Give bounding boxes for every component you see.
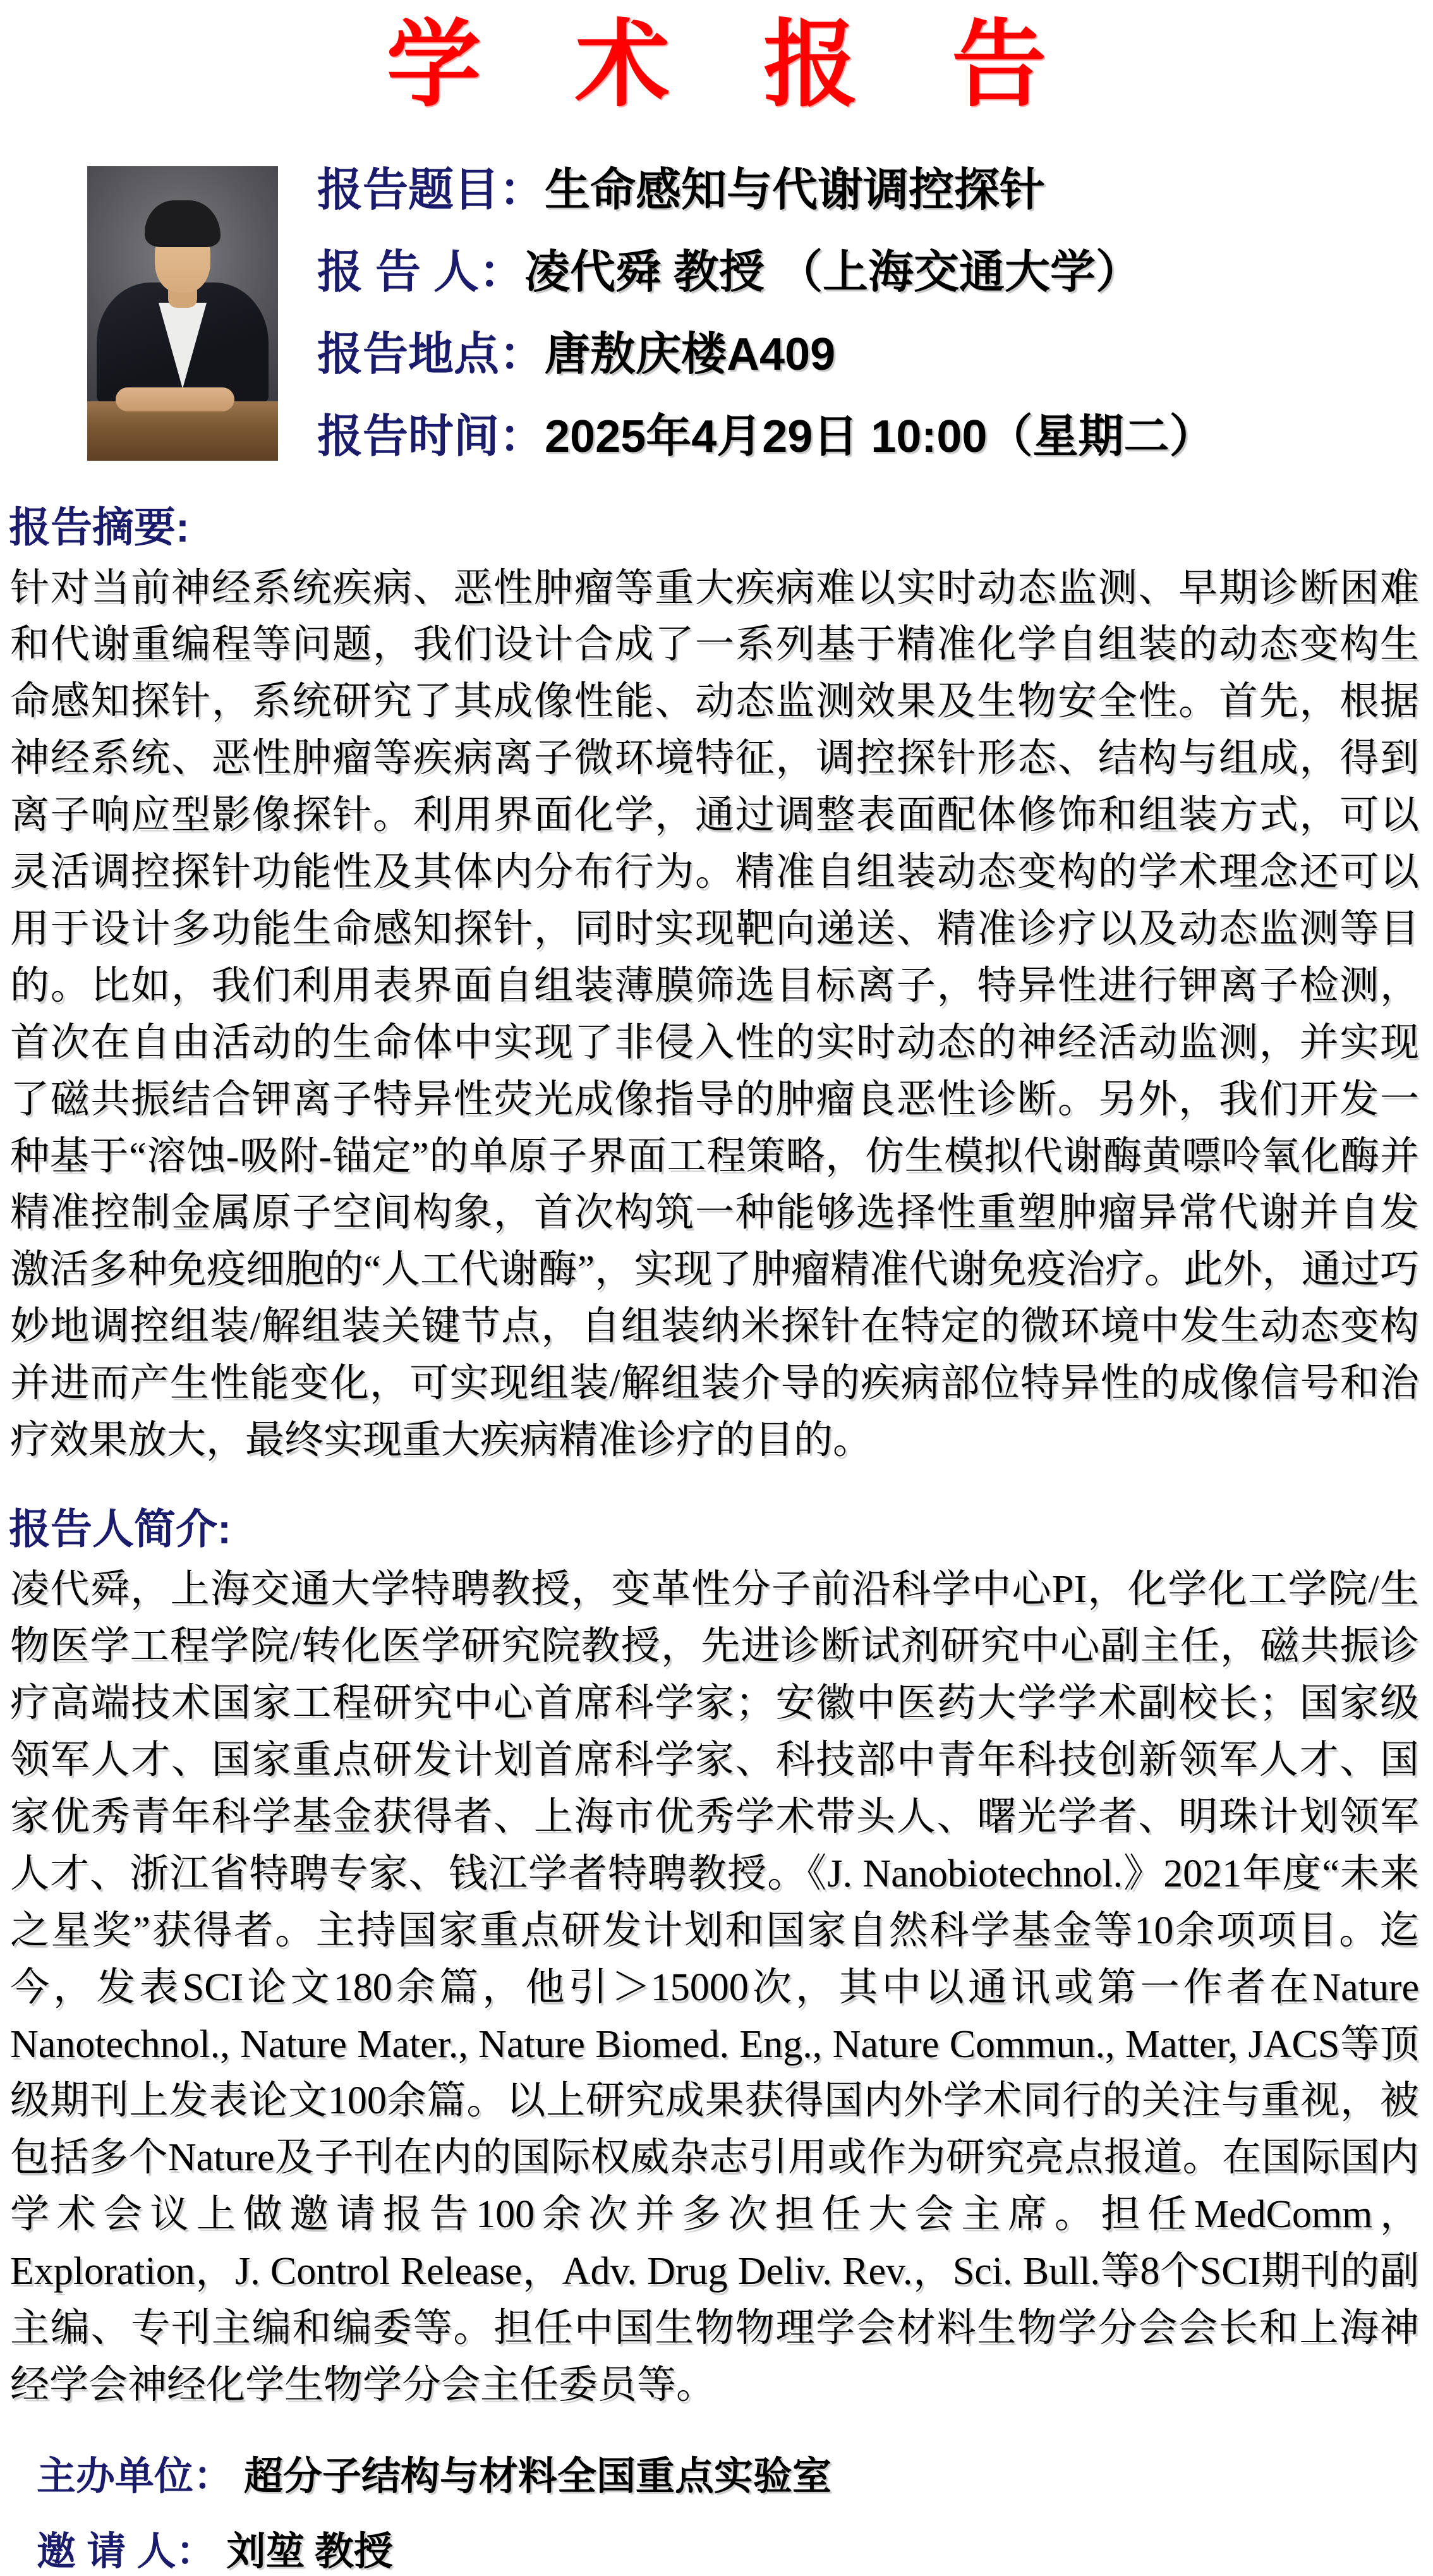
inviter-row (37, 2520, 1433, 2576)
lecture-title-label: 报告题目： (317, 165, 545, 216)
page-title: 学 术 报 告 (386, 9, 1077, 120)
inviter-label: 邀 请 人： (37, 2529, 215, 2573)
abstract-text: 针对当前神经系统疾病、恶性肿瘤等重大疾病难以实时动态监测、早期诊断困难和代谢重编程等问题，我们设计合成了一系列基于精准化学自组装的动态变构生命感知探针，系统研究了其成像性能、动态监测效果及生物安全性。首先，根据神经系统、恶性肿瘤等疾病离子微环境特征，调控探针形态、结构与组成，得到离子响应型影像探针。利用界面化学，通过调整表面配体修饰和组装方式，可以灵活调控探针功能性及其体内分布行为。精准自组装动态变构的学术理念还可以用于设计多功能生命感知探针，同时实现靶向递送、精准诊疗以及动态监测等目的。比如，我们利用表界面自组装薄膜筛选目标离子，特异性进行钾离子检测，首次在自由活动的生命体中实现了非侵入性的实时动态的神经活动监测，并实现了磁共振结合钾离子特异性荧光成像指导的肿瘤良恶性诊断。另外，我们开发一种基于“溶蚀-吸附-锚定”的单原子界面工程策略，仿生模拟代谢酶黄嘌呤氧化酶并精准控制金属原子空间构象，首次构筑一种能够选择性重塑肿瘤异常代谢并自发激活多种免疫细胞的“人工代谢酶”，实现了肿瘤精准代谢免疫治疗。此外，通过巧妙地调控组装/解组装关键节点，自组装纳米探针在特定的微环境中发生动态变构并进而产生性能变化，可实现组装/解组装介导的疾病部位特异性的成像信号和治疗效果放大，最终实现重大疾病精准诊疗的目的。 (10, 566, 1419, 1462)
time-label: 报告时间： (317, 411, 545, 462)
lecture-info (317, 149, 1408, 478)
inviter-value: 刘堃 教授 (226, 2530, 393, 2573)
organizer-label: 主办单位： (37, 2454, 233, 2498)
location-label: 报告地点： (317, 329, 545, 380)
lecture-title-value: 生命感知与代谢调控探针 (545, 165, 1046, 216)
speaker-photo (87, 166, 278, 461)
lecture-poster (0, 9, 1433, 2573)
time-value: 2025年4月29日 10:00（星期二） (545, 411, 1215, 462)
header-block (87, 149, 1408, 478)
organizer-value: 超分子结构与材料全国重点实验室 (244, 2455, 832, 2498)
location-value: 唐敖庆楼A409 (545, 329, 836, 380)
footer-block (37, 2445, 1433, 2576)
speaker-row (317, 231, 1408, 313)
bio-heading: 报告人简介: (9, 1505, 231, 1552)
photo-hands (116, 387, 234, 411)
speaker-label: 报 告 人： (317, 247, 525, 298)
lecture-title-row (317, 149, 1408, 231)
organizer-row (37, 2445, 1433, 2501)
speaker-value: 凌代舜 教授 （上海交通大学） (524, 247, 1142, 298)
time-row (317, 396, 1408, 478)
location-row (317, 313, 1408, 396)
photo-hair-fringe (154, 219, 211, 236)
bio-text: 凌代舜，上海交通大学特聘教授，变革性分子前沿科学中心PI，化学化工学院/生物医学工程学院/转化医学研究院教授，先进诊断试剂研究中心副主任，磁共振诊疗高端技术国家工程研究中心首席科学家；安徽中医药大学学术副校长；国家级领军人才、国家重点研发计划首席科学家、科技部中青年科技创新领军人才、国家优秀青年科学基金获得者、上海市优秀学术带头人、曙光学者、明珠计划领军人才、浙江省特聘专家、钱江学者特聘教授。《J. Nanobiotechnol.》2021年度“未来之星奖”获得者。主持国家重点研发计划和国家自然科学基金等10余项项目。迄今，发表SCI论文180余篇，他引＞15000次，其中以通讯或第一作者在Nature Nanotechnol., Nature Mater., Nature Biomed. Eng., Nature Commun., Matter, JACS等顶级期刊上发表论文100余篇。以上研究成果获得国内外学术同行的关注与重视，被包括多个Nature及子刊在内的国际权威杂志引用或作为研究亮点报道。在国际国内学术会议上做邀请报告100余次并多次担任大会主席。担任MedComm， Exploration，J. Control Release，Adv. Drug Deliv. Rev.，Sci. Bull.等8个SCI期刊的副主编、专刊主编和编委等。担任中国生物物理学会材料生物学分会会长和上海神经学会神经化学生物学分会主任委员等。 (10, 1568, 1419, 2407)
abstract-heading: 报告摘要: (9, 504, 190, 550)
